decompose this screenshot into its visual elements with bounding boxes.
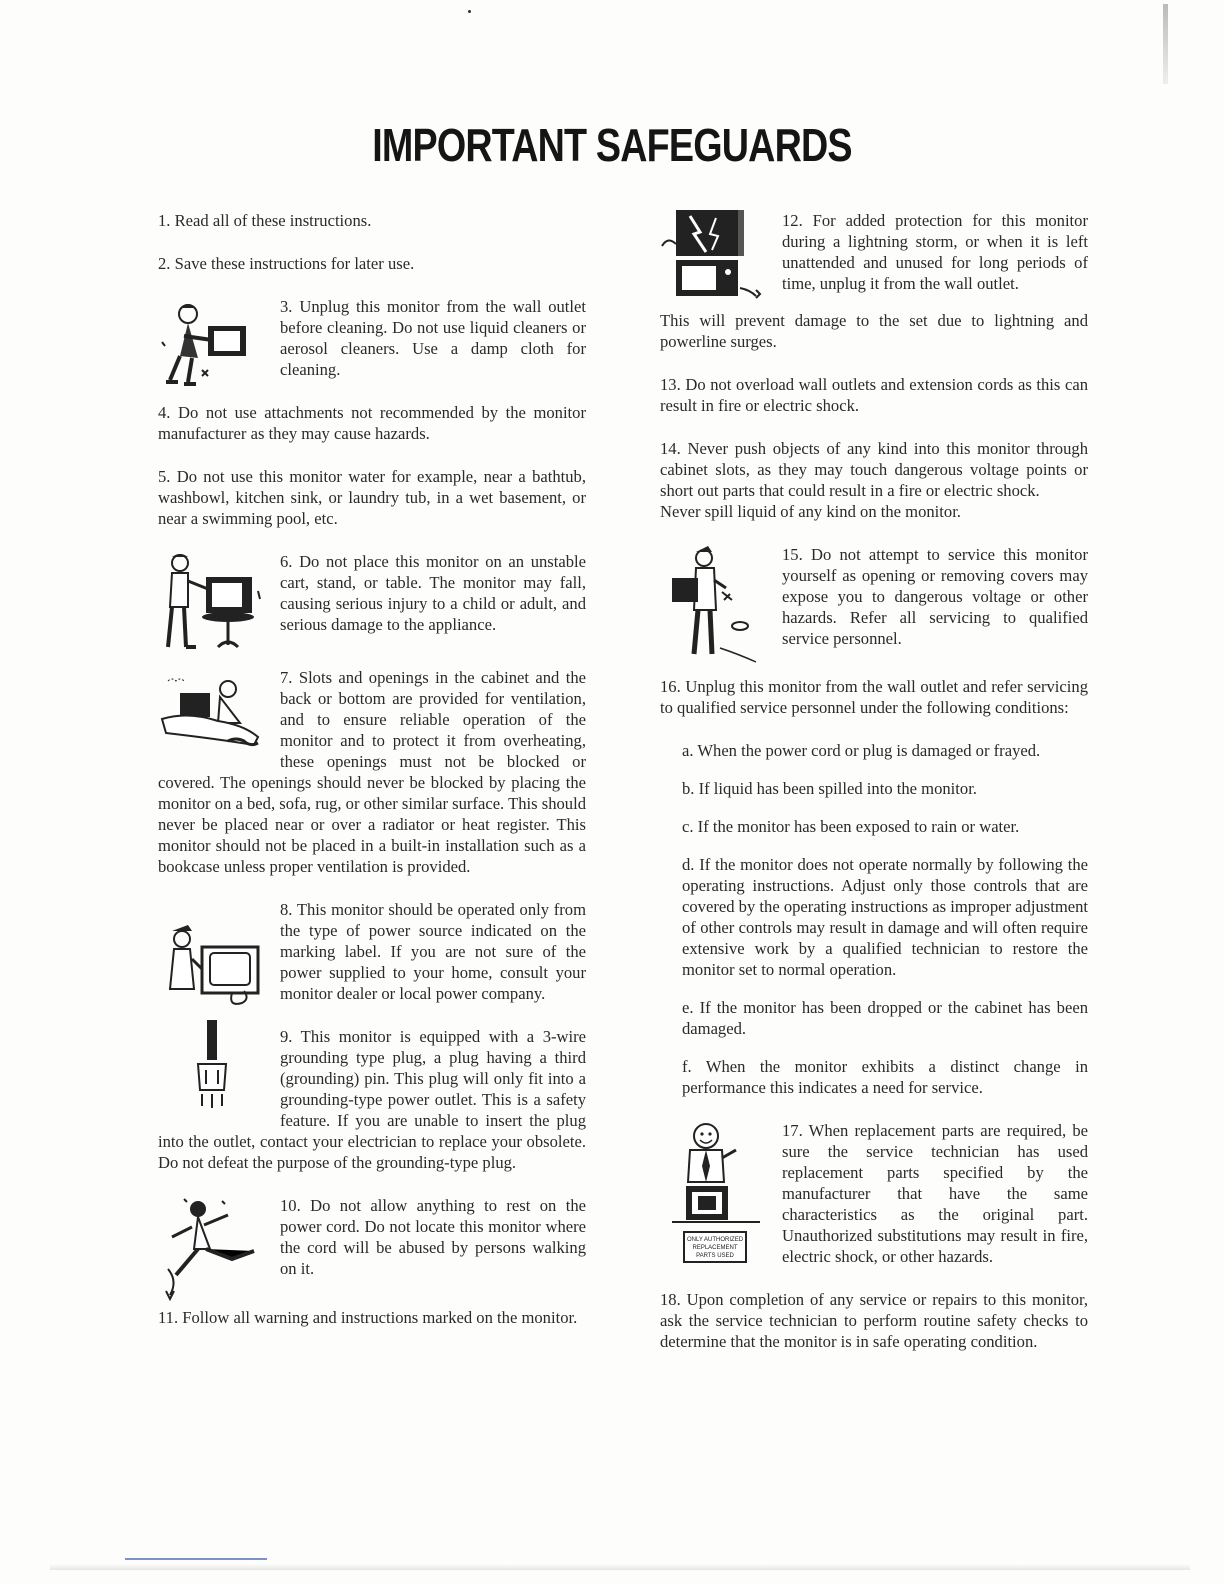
shocked-person-icon [660,544,770,672]
safeguard-16: 16. Unplug this monitor from the wall outlet and refer servicing to qualified service personnel under the following conditions: [660,677,1088,717]
page-title: IMPORTANT SAFEGUARDS [372,119,852,171]
safeguard-14: 14. Never push objects of any kind into this monitor through cabinet slots, as they may touch dangerous voltage points or short out parts that could result in a fire or electric shock. [660,439,1088,500]
safeguard-18: 18. Upon completion of any service or repairs to this monitor, ask the service technician to perform routine safety checks to determine that the monitor is in safe operating condition. [660,1290,1088,1351]
safeguard-12: 12. For added protection for this monitor during a lightning storm, or when it is left unattended and unused for long periods of time, unplug it from the wall outlet. [782,211,1088,293]
safeguard-9: 9. This monitor is equipped with a 3-wire grounding type plug, a plug having a third (grounding) pin. This plug will only fit into a grounding-type power outlet. This is a safety feature. If you are unable to insert the plug into the outlet, contact your electrician to replace your obsolete. Do not defeat the purpose of the grounding-type plug. [158,1027,586,1172]
safeguard-5: 5. Do not use this monitor water for example, near a bathtub, washbowl, kitchen sink, or laundry tub, in a wet basement, or near a swimming pool, etc. [158,467,586,528]
lightning-storm-icon [660,210,770,306]
sign-line-2: REPLACEMENT [692,1245,738,1251]
right-column [660,210,1088,1374]
page-bottom-edge [50,1564,1190,1570]
speck-mark [468,10,471,13]
safeguard-3: 3. Unplug this monitor from the wall outlet before cleaning. Do not use liquid cleaners or aerosol cleaners. Use a damp cloth for cleaning. [280,297,586,379]
safeguard-7: 7. Slots and openings in the cabinet and the back or bottom are provided for ventilation, and to ensure reliable operation of the monitor and to protect it from overheating, these openings must not be blocked or covered. The openings should never be blocked by placing the monitor on a bed, sofa, rug, or other similar surface. This should never be placed near or over a radiator or heat register. This monitor should not be placed in a built-in installation such as a bookcase unless proper ventilation is provided. [158,668,586,876]
safeguard-6: 6. Do not place this monitor on an unstable cart, stand, or table. The monitor may fall, causing serious injury to a child or adult, and serious damage to the appliance. [280,552,586,634]
sign-line-3: PARTS USED [696,1253,734,1259]
safeguard-1: 1. Read all of these instructions. [158,211,372,230]
safeguard-2: 2. Save these instructions for later use. [158,254,415,273]
sign-line-1: ONLY AUTHORIZED [686,1237,744,1243]
safeguard-11: 11. Follow all warning and instructions marked on the monitor. [158,1308,578,1327]
condition-c: c. If the monitor has been exposed to rain or water. [682,817,1020,836]
left-column [158,210,586,1350]
safeguard-8: 8. This monitor should be operated only from the type of power source indicated on the marking label. If you are not sure of the power supplied to your home, consult your monitor dealer or local power company. [280,900,586,1003]
safeguard-4: 4. Do not use attachments not recommended by the monitor manufacturer as they may cause hazards. [158,403,586,443]
safeguard-13: 13. Do not overload wall outlets and extension cords as this can result in fire or electric shock. [660,375,1088,415]
safeguard-17: 17. When replacement parts are required, be sure the service technician has used replacement parts specified by the manufacturer that have the same characteristics as the original part. Unauthorized substitutions may result in fire, electric shock, or other hazards. [782,1121,1088,1266]
tripping-person-icon [158,1191,268,1303]
monitor-on-bed-icon [158,667,268,763]
cleaning-person-icon [158,296,268,392]
technician-icon [660,1120,770,1270]
condition-f: f. When the monitor exhibits a distinct change in performance this indicates a need for service. [682,1057,1088,1097]
bottom-rule [125,1558,267,1560]
condition-d: d. If the monitor does not operate normally by following the operating instructions. Adjust only those controls that are covered by the operating instructions as improper adjustment of other controls may result in damage and will often require extensive work by a qualified technician to restore the monitor set to normal operation. [682,855,1088,979]
safeguard-14-note: Never spill liquid of any kind on the monitor. [660,502,961,521]
unstable-stand-icon [158,551,268,663]
safeguard-12-note: This will prevent damage to the set due to lightning and powerline surges. [660,311,1088,351]
safeguard-10: 10. Do not allow anything to rest on the power cord. Do not locate this monitor where the cord will be abused by persons walking on it. [280,1196,586,1278]
scan-edge-mark [1163,4,1168,84]
safeguard-15: 15. Do not attempt to service this monitor yourself as opening or removing covers may expose you to dangerous voltage or other hazards. Refer all servicing to qualified service personnel. [782,545,1088,648]
condition-e: e. If the monitor has been dropped or the cabinet has been damaged. [682,998,1088,1038]
condition-a: a. When the power cord or plug is damaged or frayed. [682,741,1041,760]
condition-b: b. If liquid has been spilled into the monitor. [682,779,977,798]
grounding-plug-icon [158,1020,268,1116]
power-source-icon [158,919,268,1015]
